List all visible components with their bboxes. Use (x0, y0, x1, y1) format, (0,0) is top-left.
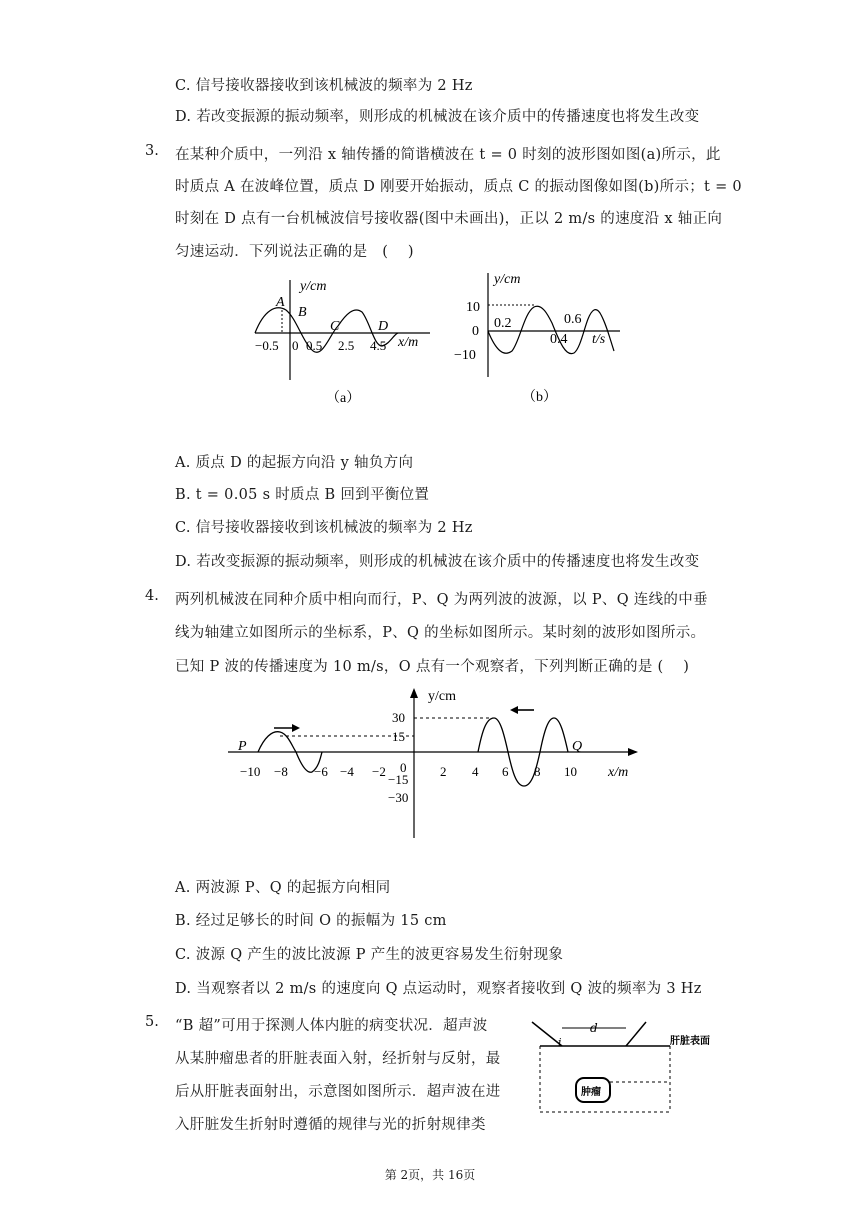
q4-wave-figure (228, 688, 648, 838)
q4-xtick: −6 (314, 764, 328, 779)
q5-angle-label: i (558, 1036, 562, 1049)
fig-a-tick: 0.5 (306, 338, 323, 353)
fig-b-tick: 0.2 (494, 316, 512, 331)
fig-a-point-a: A (276, 295, 285, 310)
q4-label-p: P (238, 739, 247, 754)
q4-option-c: C. 波源 Q 产生的波比波源 P 产生的波更容易发生衍射现象 (175, 947, 564, 963)
q4-ylabel: y/cm (428, 689, 456, 704)
q3-option-c: C. 信号接收器接收到该机械波的频率为 2 Hz (175, 520, 473, 536)
q4-xtick: 10 (564, 764, 577, 779)
q5-surface-label: 肝脏表面 (670, 1036, 710, 1047)
q5-stem-line-1: “B 超”可用于探测人体内脏的病变状况．超声波 (175, 1018, 488, 1034)
q4-option-b: B. 经过足够长的时间 O 的振幅为 15 cm (175, 913, 447, 929)
q5-tumor-label: 肿瘤 (581, 1087, 601, 1098)
q4-ytick: −15 (388, 772, 409, 787)
fig-a-point-d: D (378, 319, 389, 334)
fig-a-tick: 2.5 (338, 338, 355, 353)
q4-xtick: −2 (372, 764, 386, 779)
q3-stem-line-3: 时刻在 D 点有一台机械波信号接收器(图中未画出)，正以 2 m/s 的速度沿 x 轴正向 (175, 211, 723, 227)
fig-a-caption: （a） (326, 391, 361, 406)
fig-b-ytick: 10 (466, 300, 480, 315)
q4-xtick: −10 (240, 764, 261, 779)
fig-a-point-b: B (298, 305, 307, 320)
q4-ytick: 30 (392, 710, 405, 725)
fig-b-ytick: 0 (472, 324, 479, 339)
q3-figure-a (250, 272, 440, 412)
q2-option-c: C. 信号接收器接收到该机械波的频率为 2 Hz (175, 78, 473, 94)
fig-a-tick: 4.5 (370, 338, 387, 353)
q4-xtick: 2 (440, 764, 447, 779)
q4-option-d: D. 当观察者以 2 m/s 的速度向 Q 点运动时，观察者接收到 Q 波的频率为 3 Hz (175, 981, 702, 997)
fig-b-xlabel: t/s (592, 332, 606, 347)
q5-liver-figure (520, 1020, 730, 1120)
page-footer: 第 2页，共 16页 (384, 1168, 476, 1182)
q3-stem-line-4: 匀速运动．下列说法正确的是 ( ) (175, 244, 414, 260)
q5-number: 5. (145, 1014, 159, 1030)
q4-number: 4. (145, 588, 159, 604)
q4-xtick: 0 (400, 760, 407, 775)
q3-stem-line-2: 时质点 A 在波峰位置，质点 D 刚要开始振动，质点 C 的振动图像如图(b)所示；t = 0 (175, 179, 742, 195)
q5-stem-line-3: 后从肝脏表面射出，示意图如图所示．超声波在进 (175, 1084, 501, 1100)
fig-b-tick: 0.4 (550, 332, 568, 347)
fig-b-ytick: −10 (454, 348, 476, 363)
q4-xtick: 4 (472, 764, 479, 779)
q5-stem-line-2: 从某肿瘤患者的肝脏表面入射，经折射与反射，最 (175, 1051, 501, 1067)
q3-figure-b (450, 265, 630, 410)
q4-stem-line-1: 两列机械波在同种介质中相向而行，P、Q 为两列波的波源，以 P、Q 连线的中垂 (175, 592, 708, 608)
q4-stem-line-2: 线为轴建立如图所示的坐标系，P、Q 的坐标如图所示。某时刻的波形如图所示。 (175, 625, 706, 641)
q5-d-label: d (590, 1021, 598, 1035)
q2-option-d: D. 若改变振源的振动频率，则形成的机械波在该介质中的传播速度也将发生改变 (175, 109, 700, 125)
q3-option-a: A. 质点 D 的起振方向沿 y 轴负方向 (175, 455, 414, 471)
q4-xtick: 8 (534, 764, 541, 779)
q4-xtick: −8 (274, 764, 288, 779)
fig-a-tick: −0.5 (255, 338, 279, 353)
q3-option-b: B. t = 0.05 s 时质点 B 回到平衡位置 (175, 487, 430, 503)
q4-xlabel: x/m (608, 765, 629, 780)
q4-xtick: 6 (502, 764, 509, 779)
fig-a-tick: 0 (292, 338, 299, 353)
q5-stem-line-4: 入肝脏发生折射时遵循的规律与光的折射规律类 (175, 1117, 486, 1133)
q4-xtick: −4 (340, 764, 354, 779)
q3-option-d: D. 若改变振源的振动频率，则形成的机械波在该介质中的传播速度也将发生改变 (175, 554, 700, 570)
q4-ytick: 15 (392, 729, 405, 744)
q3-stem-line-1: 在某种介质中，一列沿 x 轴传播的简谐横波在 t = 0 时刻的波形图如图(a)所示，此 (175, 147, 721, 163)
fig-b-tick: 0.6 (564, 312, 582, 327)
q4-label-q: Q (572, 739, 583, 754)
q3-number: 3. (145, 143, 159, 159)
q4-stem-line-3: 已知 P 波的传播速度为 10 m/s，O 点有一个观察者，下列判断正确的是 ( ) (175, 659, 690, 675)
fig-b-caption: （b） (522, 390, 557, 405)
fig-b-ylabel: y/cm (494, 272, 521, 287)
q4-ytick: −30 (388, 790, 409, 805)
fig-a-ylabel: y/cm (300, 279, 327, 294)
fig-a-point-c: C (330, 319, 340, 334)
q4-option-a: A. 两波源 P、Q 的起振方向相同 (175, 880, 391, 896)
fig-a-xlabel: x/m (398, 335, 419, 350)
